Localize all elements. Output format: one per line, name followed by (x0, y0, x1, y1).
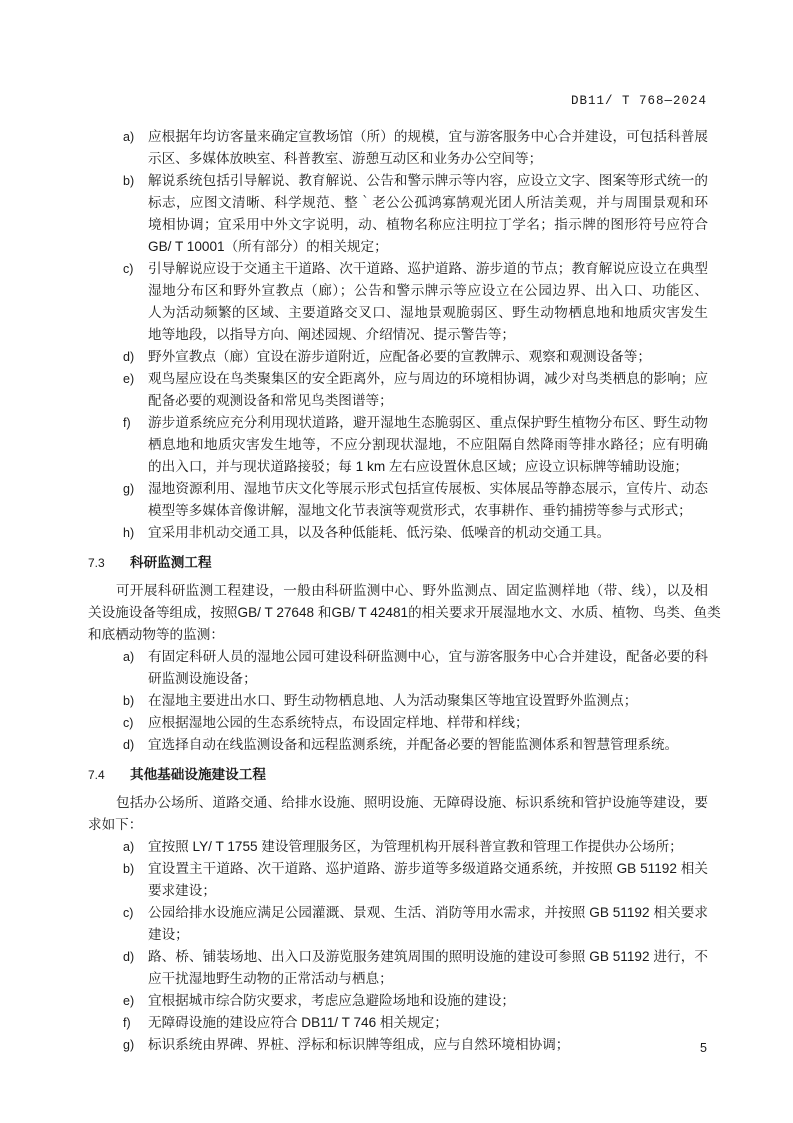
list-item (88, 346, 708, 368)
text-line: 关设施设备等组成，按照GB/ T 27648 和GB/ T 42481的相关要求开展湿地水文、水质、植物、鸟类、鱼类 (88, 605, 721, 620)
list-item (88, 902, 708, 946)
list-item (88, 712, 708, 734)
text-line: 境相协调；宜采用中外文字说明，动、植物名称应注明拉丁学名；指示牌的图形符号应符合 (148, 217, 708, 232)
text-line: 引导解说应设于交通主干道路、次干道路、巡护道路、游步道的节点；教育解说应设立在典型 (148, 261, 708, 276)
text-line: 配备必要的观测设备和常见鸟类图谱等； (148, 393, 393, 408)
list-item-label: e) (123, 994, 135, 1008)
text-line: 野外宣教点（廊）宜设在游步道附近，应配备必要的宣教牌示、观察和观测设备等； (148, 349, 651, 364)
text-line: 要求建设； (148, 883, 216, 898)
text-line: 宜按照 LY/ T 1755 建设管理服务区，为管理机构开展科普宣教和管理工作提供办公场所； (148, 839, 683, 854)
text-line: 公园给排水设施应满足公园灌溉、景观、生活、消防等用水需求，并按照 GB 51192 相关要求 (148, 905, 708, 920)
text-line: 研监测设施设备； (148, 671, 257, 686)
text-line: 宜采用非机动交通工具，以及各种低能耗、低污染、低噪音的机动交通工具。 (148, 525, 611, 540)
text-line: 无障碍设施的建设应符合 DB11/ T 746 相关规定； (148, 1015, 448, 1030)
text-line: 栖息地和地质灾害发生地等，不应分割现状湿地，不应阻隔自然降雨等排水路径；应有明确 (148, 437, 708, 452)
section-7-3-intro (88, 580, 721, 646)
list-item-label: g) (123, 482, 135, 496)
section-heading-7-4 (88, 764, 708, 786)
list-item (88, 126, 708, 170)
document-body (88, 126, 721, 1056)
section-number: 7.4 (88, 768, 105, 782)
text-line: 建设； (148, 927, 189, 942)
section-title: 其他基础设施建设工程 (130, 767, 266, 782)
text-line: 示区、多媒体放映室、科普教室、游憩互动区和业务办公空间等； (148, 151, 543, 166)
section-title: 科研监测工程 (130, 555, 212, 570)
list-7-2 (88, 126, 708, 544)
text-line: 湿地资源利用、湿地节庆文化等展示形式包括宣传展板、实体展品等静态展示，宣传片、动态 (148, 481, 708, 496)
section-heading-7-3 (88, 552, 708, 574)
list-7-4 (88, 836, 708, 1056)
list-item-label: c) (123, 716, 134, 730)
list-item (88, 170, 708, 258)
text-line: 地等地段，以指导方向、阐述园规、介绍情况、提示警告等； (148, 327, 516, 342)
text-line: 游步道系统应充分利用现状道路，避开湿地生态脆弱区、重点保护野生植物分布区、野生动物 (148, 415, 708, 430)
list-item (88, 258, 708, 346)
list-item (88, 734, 708, 756)
text-line: 应干扰湿地野生动物的正常活动与栖息； (148, 971, 393, 986)
list-item-label: d) (123, 950, 135, 964)
list-item (88, 368, 708, 412)
text-line: 应根据湿地公园的生态系统特点，布设固定样地、样带和样线； (148, 715, 529, 730)
text-line: 湿地分布区和野外宣教点（廊）；公告和警示牌示等应设立在公园边界、出入口、功能区、 (148, 283, 708, 298)
list-item (88, 836, 708, 858)
page-number: 5 (700, 1041, 707, 1055)
text-line: 宜选择自动在线监测设备和远程监测系统，并配备必要的智能监测体系和智慧管理系统。 (148, 737, 679, 752)
list-item-label: b) (123, 694, 135, 708)
list-item (88, 522, 708, 544)
text-line: 标志，应图文清晰、科学规范、整｀老公公孤鸿寡鹄观光团人所洁美观，并与周围景观和环 (148, 195, 708, 210)
list-item (88, 1034, 708, 1056)
list-item-label: a) (123, 840, 135, 854)
list-item-label: d) (123, 350, 135, 364)
list-item (88, 990, 708, 1012)
text-line: 观鸟屋应设在鸟类聚集区的安全距离外，应与周边的环境相协调，减少对鸟类栖息的影响；应 (148, 371, 708, 386)
text-line: 求如下： (88, 817, 143, 832)
text-line: GB/ T 10001（所有部分）的相关规定； (148, 239, 388, 254)
text-line: 标识系统由界碑、界桩、浮标和标识牌等组成，应与自然环境相协调； (148, 1037, 570, 1052)
list-item (88, 690, 708, 712)
document-id-header: DB11/ T 768—2024 (570, 94, 707, 108)
text-line: 宜设置主干道路、次干道路、巡护道路、游步道等多级道路交通系统，并按照 GB 51192 相关 (148, 861, 708, 876)
text-line: 和底栖动物等的监测： (88, 627, 224, 642)
text-line: 解说系统包括引导解说、教育解说、公告和警示牌示等内容，应设立文字、图案等形式统一的 (148, 173, 708, 188)
list-item-label: b) (123, 862, 135, 876)
text-line: 包括办公场所、道路交通、给排水设施、照明设施、无障碍设施、标识系统和管护设施等建设，要 (116, 795, 708, 810)
text-line: 有固定科研人员的湿地公园可建设科研监测中心，宜与游客服务中心合并建设，配备必要的科 (148, 649, 708, 664)
list-item-label: c) (123, 906, 134, 920)
text-line: 可开展科研监测工程建设，一般由科研监测中心、野外监测点、固定监测样地（带、线），以及相 (116, 583, 708, 598)
list-item-label: g) (123, 1038, 135, 1052)
list-item-label: a) (123, 130, 135, 144)
list-item-label: e) (123, 372, 135, 386)
list-item (88, 858, 708, 902)
list-item (88, 646, 708, 690)
list-item-label: h) (123, 526, 135, 540)
text-line: 的出入口，并与现状道路接驳；每 1 km 左右应设置休息区域；应设立识标牌等辅助设施； (148, 459, 688, 474)
section-7-4-intro (88, 792, 708, 836)
list-item-label: f) (123, 1016, 131, 1030)
text-line: 宜根据城市综合防灾要求，考虑应急避险场地和设施的建设； (148, 993, 516, 1008)
text-line: 在湿地主要进出水口、野生动物栖息地、人为活动聚集区等地宜设置野外监测点； (148, 693, 638, 708)
list-item (88, 478, 708, 522)
list-item-label: b) (123, 174, 135, 188)
list-item (88, 1012, 708, 1034)
list-item-label: f) (123, 416, 131, 430)
list-item-label: c) (123, 262, 134, 276)
list-item (88, 946, 708, 990)
text-line: 人为活动频繁的区域、主要道路交叉口、湿地景观脆弱区、野生动物栖息地和地质灾害发生 (148, 305, 708, 320)
list-item-label: d) (123, 738, 135, 752)
list-item-label: a) (123, 650, 135, 664)
list-7-3 (88, 646, 708, 756)
text-line: 路、桥、铺装场地、出入口及游览服务建筑周围的照明设施的建设可参照 GB 51192 进行，不 (148, 949, 708, 964)
text-line: 模型等多媒体音像讲解，湿地文化节表演等观赏形式，农事耕作、垂钓捕捞等参与式形式； (148, 503, 692, 518)
section-number: 7.3 (88, 556, 105, 570)
text-line: 应根据年均访客量来确定宣教场馆（所）的规模，宜与游客服务中心合并建设，可包括科普展 (148, 129, 708, 144)
list-item (88, 412, 708, 478)
